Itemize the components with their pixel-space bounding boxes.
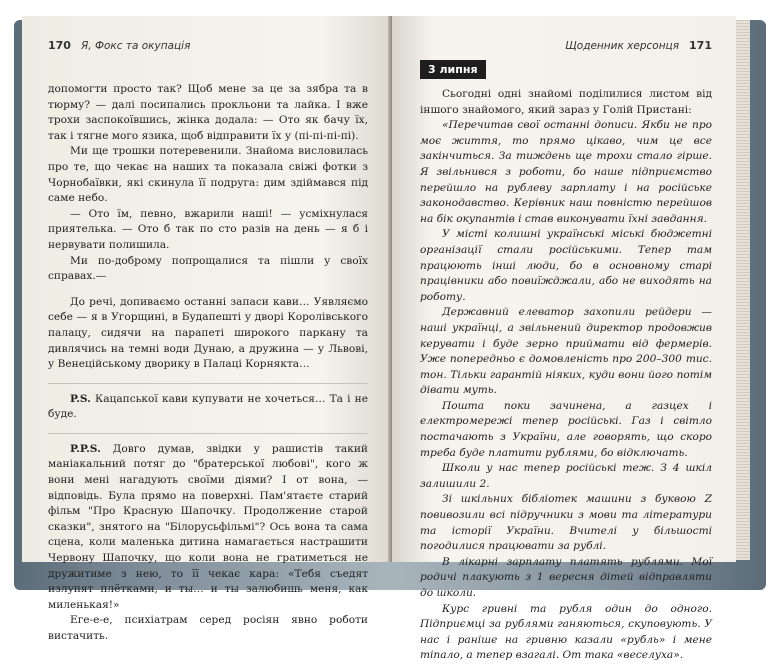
right-page [392,16,736,662]
left-paragraph: Еге-е-е, психіатрам серед росіян явно роботи вистачить. [48,614,368,642]
ps-text: Кацапської кави купувати не хочеться… Та і не буде. [48,392,368,421]
quote-paragraph: Школи у нас тепер російські теж. З 4 шкіл залишили 2. [420,462,712,490]
quote-paragraph: У місті колишні українські міські бюджетні організації стали російськими. Тепер там працюють інші люди, бо в основному старі працівники або повиїжджали, або не виходять на роботу. [420,228,712,303]
intro-text: Сьогодні одні знайомі поділилися листом від іншого знайомого, який зараз у Голій Пристані: [420,88,712,116]
pps-paragraph [48,442,368,614]
quote-paragraph: Зі шкільних бібліотек машини з буквою Z повивозили всі підручники з мови та літератури та історії України. Вчителі у більшості погодилися працювати за рублі. [420,493,712,553]
quote-paragraph: Курс гривні та рубля один до одного. Підприємці за рублями ганяються, скуповують. У нас і раніше на гривню казали «рубль» і мене тіпало, а тепер взагалі. От така «веселуха». [420,602,712,662]
date-badge: 3 липня [420,60,486,79]
divider [48,383,368,384]
left-paragraph: До речі, допиваємо останні запаси кави… Уявляємо себе — я в Угорщині, в Будапешті у дворі Королівського палацу, сидячи на парапеті широкого паркану та дивлячись на темні води Дунаю, а дружина — у Львові, у Венеційському дворику в Палаці Корнякта… [48,295,368,371]
pps-label: P.P.S. [70,442,101,455]
quote-paragraph: Пошта поки зачинена, а газцех і електромережі тепер російські. Газ і світло постачають з України, але говорять, що скоро треба буде платити рублями, бо відключать. [420,399,712,459]
running-head-left: Я, Фокс та окупація [80,40,191,52]
left-paragraph: Ми ще трошки потеревенили. Знайома висловилась про те, що чекає на наших та показала свіжі фотки з Чорнобаївки, які скинула її подруга: дим здіймався під саме небо. [48,145,368,205]
left-body [48,82,368,645]
divider [48,433,368,434]
left-paragraph: допомогти просто так? Щоб мене за це за зябра та в тюрму? — далі посипались прокльони та лайка. І вже трохи заспокоївшись, жінка додала: — Ото як бачу їх, так і тягне мого язика, щоб відправити їх у (пі-пі-пі-пі). [48,83,368,142]
left-paragraph: — Ото їм, певно, вжарили наші! — усміхнулася приятелька. — Ото б так по сто разів на день — я б і нервувати полишила. [48,207,368,251]
page-number-left: 170 [48,39,71,52]
ps-label: P.S. [70,392,91,405]
left-paragraph: Ми по-доброму попрощалися та пішли у своїх справах.— [48,254,368,283]
left-header [48,16,368,52]
ps-paragraph [48,392,368,423]
left-page [22,16,394,642]
right-paragraph [420,87,712,118]
page-edges [736,20,750,560]
running-head-right: Щоденник херсонця [565,40,680,52]
right-header [420,16,712,52]
quote-paragraph: Державний елеватор захопили рейдери — наші українці, а звільнений директор продовжив керувати і буде зерно приймати від фермерів. Уже попередньо є домовленість про 200–300 тис. тон. Тільки гарантій ніяких, куди вони його потім дівати муть. [420,306,712,397]
page-number-right: 171 [689,39,712,52]
quote-paragraph: «Перечитав свої останні дописи. Якби не про моє життя, то прямо цікаво, чим це все закінчиться. За тиждень ще трохи стало гірше. Я звільнився з роботи, бо наше підприємство перейшло на рублеву зарплату і на російське законодавство. Керівник наш повністю перейшов на бік окупантів і став виконувати їхні завдання. [420,119,712,225]
pps-text: Довго думав, звідки у рашистів такий маніакальний потяг до "братерської любові", кого ж вони мені нагадують своїми діями? І от вона, — відповідь. Була прямо на поверхні. Пам'ятаєте старий фільм "Про Красную Шапочку. Продолжение старой сказки", знятого на "Білорусьфільмі"? Ось вона та сама сцена, коли маленька дитина намагається настрашити Червону Шапочку, що коли вона не гратиметься не дружитиме з нею, то її чекає кара: «Тебя съедят излупят плётками, и ты… и ты залюбишь меня, как миленькая!» [48,442,368,611]
right-body [420,87,712,664]
quote-paragraph: В лікарні зарплату платять рублями. Мої родичі плакують з 1 вересня дітей відправляти до школи. [420,555,712,599]
